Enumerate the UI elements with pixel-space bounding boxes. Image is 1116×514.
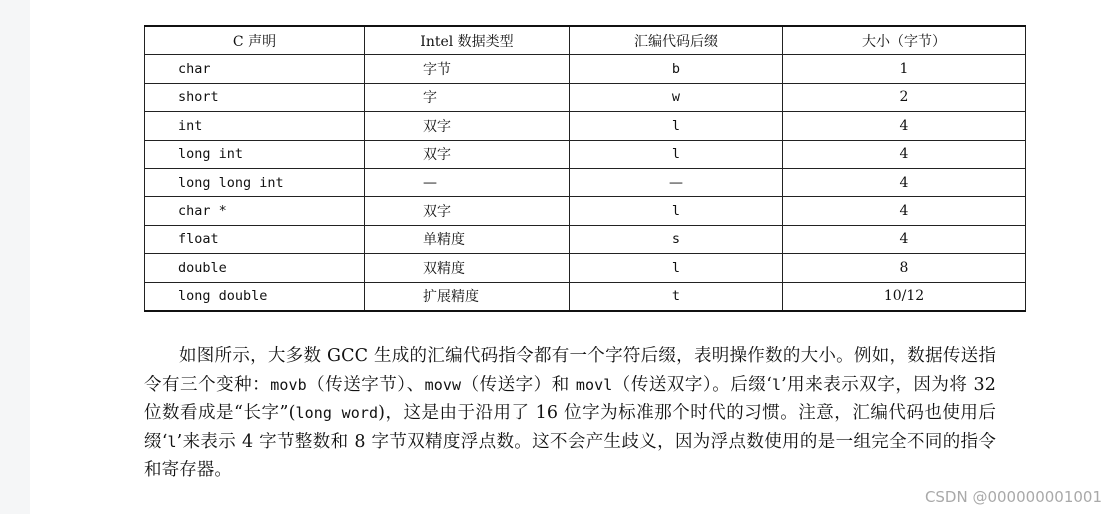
paragraph-text: )，这是由于沿用了 16 位字为标准那个时代的习惯。注意，汇编代码也使用后缀‘ — [144, 403, 996, 452]
cell-size: 4 — [783, 225, 1026, 253]
cell-suffix: t — [570, 282, 783, 311]
table-row — [145, 225, 1026, 253]
cell-size: 4 — [783, 197, 1026, 225]
explanation-paragraph — [144, 342, 996, 485]
cell-c-decl: short — [145, 83, 365, 111]
header-intel-type: Intel 数据类型 — [365, 26, 570, 55]
code-suffix-l: l — [771, 375, 782, 394]
cell-size: 1 — [783, 55, 1026, 83]
table-header-row — [145, 26, 1026, 55]
paragraph-text: （传送双字）。后缀‘ — [612, 374, 772, 395]
table-row — [145, 140, 1026, 168]
cell-size: 4 — [783, 168, 1026, 196]
cell-intel-type: 单精度 — [365, 225, 570, 253]
code-movw: movw — [424, 375, 462, 394]
paragraph-text: ’来表示 4 字节整数和 8 字节双精度浮点数。这不会产生歧义，因为浮点数使用的是一组完全不同的指令和寄存器。 — [144, 431, 996, 481]
cell-suffix: l — [570, 197, 783, 225]
cell-intel-type: 扩展精度 — [365, 282, 570, 311]
table-row — [145, 282, 1026, 311]
table-row — [145, 55, 1026, 83]
code-suffix-l: l — [167, 432, 177, 451]
table-row — [145, 197, 1026, 225]
cell-suffix: — — [570, 168, 783, 196]
table-row — [145, 83, 1026, 111]
paragraph-text: 如图所示，大多数 GCC 生成的汇编代码指令都有一个字符后缀，表明操作数的大小。例如，数据传送指令有三个变种： — [144, 346, 996, 395]
cell-intel-type: 双精度 — [365, 254, 570, 282]
cell-c-decl: char * — [145, 197, 365, 225]
cell-suffix: l — [570, 112, 783, 140]
cell-c-decl: int — [145, 112, 365, 140]
cell-c-decl: long double — [145, 282, 365, 311]
paragraph-text: ’用来表示双字，因为将 32 位数看成是“长字”( — [144, 374, 997, 424]
cell-c-decl: char — [145, 55, 365, 83]
header-asm-suffix: 汇编代码后缀 — [570, 26, 783, 55]
cell-intel-type: 双字 — [365, 112, 570, 140]
table-row — [145, 254, 1026, 282]
csdn-watermark: CSDN @000000001001 — [924, 488, 1102, 506]
cell-suffix: l — [570, 140, 783, 168]
code-long-word: long word — [295, 404, 379, 423]
cell-intel-type: — — [365, 168, 570, 196]
paragraph-text: （传送字节）、 — [306, 374, 425, 395]
cell-intel-type: 双字 — [365, 197, 570, 225]
data-type-table — [144, 25, 1026, 312]
cell-intel-type: 双字 — [365, 140, 570, 168]
cell-c-decl: long int — [145, 140, 365, 168]
cell-intel-type: 字 — [365, 83, 570, 111]
paragraph-text: （传送字）和 — [461, 374, 576, 395]
cell-suffix: b — [570, 55, 783, 83]
cell-size: 10/12 — [783, 282, 1026, 311]
cell-suffix: s — [570, 225, 783, 253]
cell-intel-type: 字节 — [365, 55, 570, 83]
code-movb: movb — [270, 375, 307, 394]
cell-c-decl: long long int — [145, 168, 365, 196]
cell-c-decl: float — [145, 225, 365, 253]
cell-suffix: w — [570, 83, 783, 111]
header-c-declaration: C 声明 — [145, 26, 365, 55]
table-row — [145, 112, 1026, 140]
code-movl: movl — [575, 375, 613, 394]
cell-size: 4 — [783, 140, 1026, 168]
table-row — [145, 168, 1026, 196]
cell-size: 8 — [783, 254, 1026, 282]
cell-size: 4 — [783, 112, 1026, 140]
cell-suffix: l — [570, 254, 783, 282]
cell-c-decl: double — [145, 254, 365, 282]
header-size-bytes: 大小（字节） — [783, 26, 1026, 55]
document-page — [30, 0, 1116, 514]
cell-size: 2 — [783, 83, 1026, 111]
